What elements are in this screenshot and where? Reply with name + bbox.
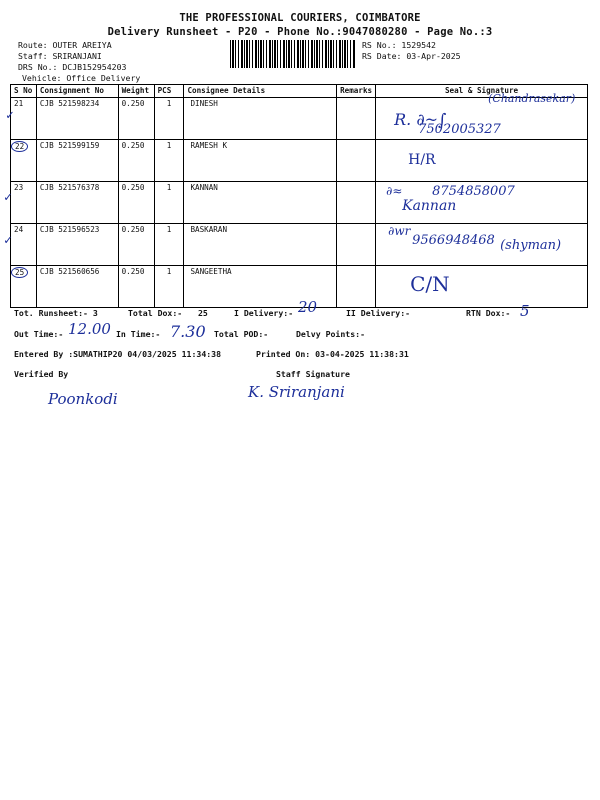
handwritten-phone: 9566948468 (412, 233, 495, 248)
signature-scribble: ∂wr (388, 224, 411, 238)
route-text: Route: OUTER AREIYA (18, 40, 112, 50)
cell-pcs: 1 (154, 140, 184, 182)
verified-by-label: Verified By (14, 369, 69, 379)
cell-sno (11, 140, 37, 182)
rtn-dox-label: RTN Dox:- (466, 308, 511, 318)
handwritten-signature: (Chandrasekar) (488, 92, 576, 105)
in-time-handwritten: 7.30 (170, 322, 206, 341)
handwritten-signature: Kannan (402, 198, 457, 214)
i-delivery-label: I Delivery:- (234, 308, 294, 318)
cell-pcs: 1 (154, 266, 184, 308)
cell-weight: 0.250 (118, 182, 154, 224)
company-title: THE PROFESSIONAL COURIERS, COIMBATORE (179, 12, 421, 24)
checkmark-icon: ✓ (6, 108, 14, 123)
handwritten-signature: (shyman) (500, 238, 562, 253)
cell-signature (376, 140, 588, 182)
drs-number: DRS No.: DCJB152954203 (18, 62, 127, 72)
table-row (11, 140, 588, 182)
circled-number: 22 (11, 141, 28, 152)
cell-pcs: 1 (154, 98, 184, 140)
cell-signature (376, 92, 588, 140)
cell-pcs: 1 (154, 182, 184, 224)
cell-consignment: CJB 521560656 (36, 266, 118, 308)
barcode-image (230, 40, 356, 68)
vehicle-text: Vehicle: Office Delivery (22, 73, 141, 83)
col-header-pcs: PCS (154, 85, 184, 98)
out-time-label: Out Time:- (14, 329, 64, 339)
table-row (11, 98, 588, 140)
rtn-dox-handwritten: 5 (520, 302, 530, 320)
cell-weight: 0.250 (118, 98, 154, 140)
runsheet-table (10, 84, 588, 308)
cell-remarks (337, 182, 376, 224)
cell-weight: 0.250 (118, 266, 154, 308)
rs-date: RS Date: 03-Apr-2025 (362, 51, 461, 61)
cell-sno: 24 (11, 224, 37, 266)
total-dox-value: 25 (198, 308, 208, 318)
ii-delivery-label: II Delivery:- (346, 308, 411, 318)
cell-remarks (337, 98, 376, 140)
cell-consignee: DINESH (184, 98, 337, 140)
signature-scribble: ∂≈ (386, 184, 403, 198)
checkmark-icon: ✓ (4, 233, 12, 248)
rs-number: RS No.: 1529542 (362, 40, 436, 50)
handwritten-phone: 7502005327 (418, 122, 501, 137)
cell-remarks (337, 224, 376, 266)
staff-signature-label: Staff Signature (276, 369, 350, 379)
cell-consignment: CJB 521599159 (36, 140, 118, 182)
handwritten-signature: H/R (408, 152, 436, 168)
cell-remarks (337, 140, 376, 182)
col-header-consignment: Consignment No (36, 85, 118, 98)
verified-by-signature: Poonkodi (48, 390, 118, 408)
cell-consignee: SANGEETHA (184, 266, 337, 308)
cell-sno (11, 266, 37, 308)
i-delivery-handwritten: 20 (298, 298, 318, 316)
table-row (11, 224, 588, 266)
entered-by: Entered By :SUMATHIP20 04/03/2025 11:34:38 (14, 349, 222, 359)
cell-consignee: RAMESH K (184, 140, 337, 182)
cell-consignee: KANNAN (184, 182, 337, 224)
total-dox-label: Total Dox:- (128, 308, 183, 318)
col-header-signature: Seal & Signature (376, 85, 588, 98)
in-time-label: In Time:- (116, 329, 161, 339)
cell-weight: 0.250 (118, 224, 154, 266)
checkmark-icon: ✓ (4, 190, 12, 205)
cell-signature (376, 182, 588, 224)
cell-pcs: 1 (154, 224, 184, 266)
out-time-handwritten: 12.00 (68, 320, 111, 338)
cell-consignment: CJB 521596523 (36, 224, 118, 266)
staff-text: Staff: SRIRANJANI (18, 51, 102, 61)
table-row (11, 182, 588, 224)
cell-consignment: CJB 521598234 (36, 98, 118, 140)
delvy-points-label: Delvy Points:- (296, 329, 366, 339)
cell-signature (376, 224, 588, 266)
cell-signature (376, 266, 588, 308)
signature-scribble: R. ∂~∫ (394, 110, 447, 129)
cell-sno: 23 (11, 182, 37, 224)
tot-runsheet: Tot. Runsheet:- 3 (14, 308, 98, 318)
cell-weight: 0.250 (118, 140, 154, 182)
staff-signature: K. Sriranjani (248, 383, 345, 401)
col-header-consignee: Consignee Details (184, 85, 337, 98)
printed-on: Printed On: 03-04-2025 11:38:31 (256, 349, 409, 359)
col-header-sno: S No (11, 85, 37, 98)
col-header-remarks: Remarks (337, 85, 376, 98)
cell-consignee: BASKARAN (184, 224, 337, 266)
total-pod-label: Total POD:- (214, 329, 269, 339)
cell-sno: 21 (11, 98, 37, 140)
circled-number: 25 (11, 267, 28, 278)
cell-remarks (337, 266, 376, 308)
handwritten-signature: C/N (410, 272, 450, 296)
handwritten-phone: 8754858007 (432, 184, 515, 199)
col-header-weight: Weight (118, 85, 154, 98)
cell-consignment: CJB 521576378 (36, 182, 118, 224)
runsheet-subtitle: Delivery Runsheet - P20 - Phone No.:9047080280 - Page No.:3 (107, 26, 493, 38)
